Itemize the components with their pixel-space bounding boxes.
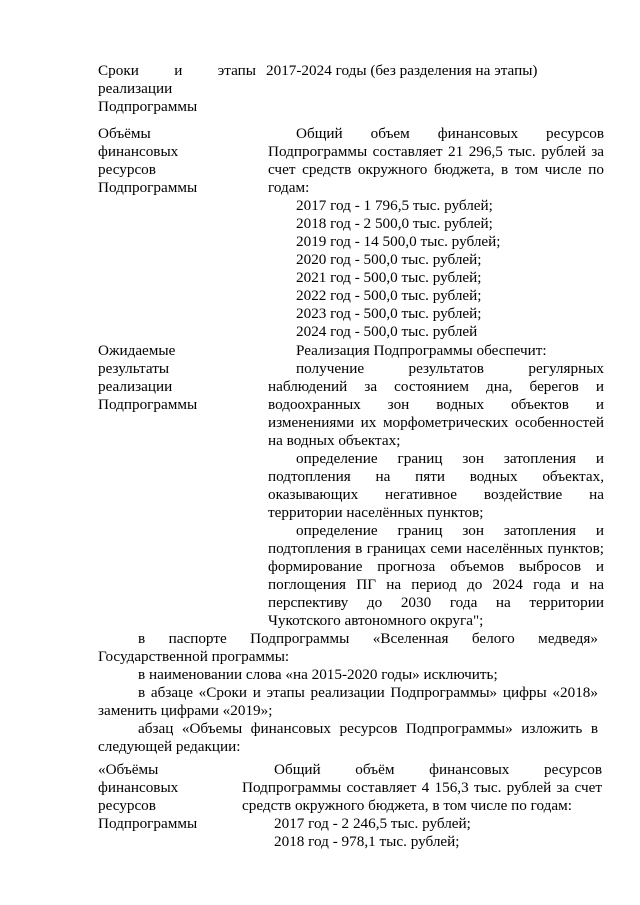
finance-row (98, 125, 604, 341)
paragraph-1-line-2: Государственной программы: (98, 648, 290, 665)
results-label: Ожидаемые результаты реализации Подпрограммы (98, 342, 198, 413)
new-finance-content: Общий объём финансовых ресурсов Подпрограммы составляет 4 156,3 тыс. рублей за счет средств окружного бюджета, в том числе по годам: 2017 год - 2 246,5 тыс. рублей; 2018 год - 978,1 тыс. рублей; (242, 761, 602, 850)
timing-row (98, 62, 537, 116)
paragraph-1-line-1: в паспорте Подпрограммы «Вселенная белого медведя» (138, 630, 598, 647)
new-finance-years-list: 2017 год - 2 246,5 тыс. рублей; 2018 год - 978,1 тыс. рублей; (274, 815, 471, 850)
new-finance-label: «Объёмы финансовых ресурсов Подпрограммы (98, 761, 198, 832)
timing-text: 2017-2024 годы (без разделения на этапы) (266, 62, 538, 79)
finance-content: Общий объем финансовых ресурсов Подпрограммы составляет 21 296,5 тыс. рублей за счет средств окружного бюджета, в том числе по годам: 2017 год - 1 796,5 тыс. рублей; 2018 год - 2 500,0 тыс. рублей; 2019 год - 14 500,0 тыс. рублей; 2020 год - 500,0 тыс. рублей; 2021 год - 500,0 тыс. рублей; 2022 год - 500,0 тыс. рублей; 2023 год - 500,0 тыс. рублей; 2024 год - 500,0 тыс. рублей (268, 125, 604, 340)
finance-years-list: 2017 год - 1 796,5 тыс. рублей; 2018 год - 2 500,0 тыс. рублей; 2019 год - 14 500,0 тыс. рублей; 2020 год - 500,0 тыс. рублей; 2021 год - 500,0 тыс. рублей; 2022 год - 500,0 тыс. рублей; 2023 год - 500,0 тыс. рублей; 2024 год - 500,0 тыс. рублей (296, 197, 501, 340)
timing-label: Сроки и этапы реализации Подпрограммы (98, 62, 256, 115)
body-paragraphs (98, 630, 598, 756)
paragraph-3-line-2: заменить цифрами «2019»; (98, 702, 273, 719)
finance-label: Объёмы финансовых ресурсов Подпрограммы (98, 125, 198, 196)
results-row (98, 342, 604, 630)
paragraph-4-line-2: следующей редакции: (98, 738, 241, 755)
paragraph-4-line-1: абзац «Объемы финансовых ресурсов Подпрограммы» изложить в (138, 720, 598, 737)
new-finance-row (98, 761, 602, 851)
results-content: Реализация Подпрограммы обеспечит: получение результатов регулярных наблюдений за состоянием дна, берегов и водоохранных зон водных объектов и изменениями их морфометрических особенностей на водных объектах; определение границ зон затопления и подтопления на пяти водных объектах, оказывающих негативное воздействие на территории населённых пунктов; определение границ зон затопления и подтопления в границах семи населённых пунктов; формирование прогноза объемов выбросов и поглощения ПГ на период до 2024 года и на перспективу до 2030 года на территории Чукотского автономного округа"; (268, 342, 604, 629)
paragraph-3-line-1: в абзаце «Сроки и этапы реализации Подпрограммы» цифры «2018» (138, 684, 598, 701)
paragraph-2: в наименовании слова «на 2015-2020 годы» исключить; (138, 666, 498, 683)
timing-label-first-line: Сроки и этапы (98, 62, 256, 79)
